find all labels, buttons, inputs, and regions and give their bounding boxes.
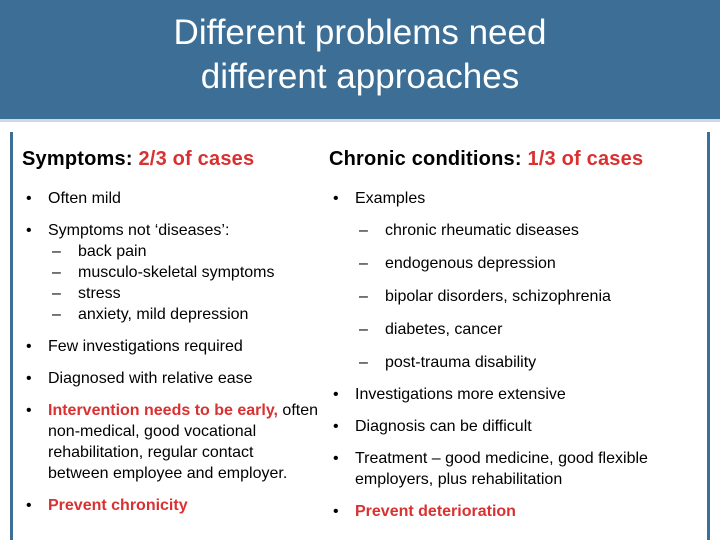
bullet-icon: • [26,338,32,355]
list-item [329,501,705,522]
symptoms-list [22,188,318,516]
chronic-column [329,146,705,522]
bullet-icon: • [333,418,339,435]
symptoms-heading-label: Symptoms: [22,148,133,170]
dash-icon: – [359,354,368,371]
chronic-heading [329,146,705,172]
list-item [329,448,705,490]
sub-list-item-text: stress [78,285,121,302]
symptoms-heading-share: 2/3 of cases [138,148,255,170]
bullet-icon: • [26,497,32,514]
bullet-icon: • [333,386,339,403]
list-item [329,188,705,373]
list-item-text: Examples [355,190,426,207]
header-divider [0,119,720,122]
title-banner [0,0,720,119]
sub-list-item-text: back pain [78,243,147,260]
list-item-text: Treatment – good medicine, good flexible employers, plus rehabilitation [355,450,648,488]
chronic-list [329,188,705,522]
sub-list-item-text: endogenous depression [385,255,556,272]
right-frame-border [707,132,710,540]
list-item [22,220,318,325]
list-item-text: Symptoms not ‘diseases’: [48,222,230,239]
list-item-emphasis: Intervention needs to be early, [48,402,278,419]
list-item-text: Diagnosis can be difficult [355,418,532,435]
bullet-icon: • [333,503,339,520]
slide-title [174,11,547,109]
sub-list-item [355,286,705,307]
symptoms-sublist [48,241,318,325]
sub-list-item-text: diabetes, cancer [385,321,503,338]
list-item-text: Few investigations required [48,338,243,355]
dash-icon: – [52,306,61,323]
sub-list-item [48,241,318,262]
chronic-heading-share: 1/3 of cases [527,148,644,170]
sub-list-item [355,253,705,274]
sub-list-item [48,262,318,283]
symptoms-column [22,146,318,516]
sub-list-item [48,304,318,325]
sub-list-item [355,220,705,241]
bullet-icon: • [26,402,32,419]
dash-icon: – [359,288,368,305]
sub-list-item-text: musculo-skeletal symptoms [78,264,275,281]
list-item-emphasis: Prevent chronicity [48,497,188,514]
bullet-icon: • [333,450,339,467]
slide-title-line-2: different approaches [200,56,520,96]
left-frame-border [10,132,13,540]
list-item [22,368,318,389]
bullet-icon: • [26,370,32,387]
list-item-text: often non-medical, good vocational rehabilitation, regular contact between employee and employer. [48,402,319,482]
symptoms-heading [22,146,318,172]
list-item [22,336,318,357]
sub-list-item-text: bipolar disorders, schizophrenia [385,288,611,305]
chronic-heading-label: Chronic conditions: [329,148,522,170]
dash-icon: – [359,321,368,338]
sub-list-item-text: post-trauma disability [385,354,537,371]
slide-title-line-1: Different problems need [173,12,547,52]
dash-icon: – [359,222,368,239]
dash-icon: – [52,264,61,281]
sub-list-item [355,319,705,340]
sub-list-item-text: anxiety, mild depression [78,306,249,323]
dash-icon: – [359,255,368,272]
sub-list-item [48,283,318,304]
list-item-text: Investigations more extensive [355,386,566,403]
list-item-emphasis: Prevent deterioration [355,503,516,520]
sub-list-item-text: chronic rheumatic diseases [385,222,579,239]
list-item [22,400,318,484]
list-item [329,384,705,405]
examples-sublist [355,220,705,373]
dash-icon: – [52,285,61,302]
list-item-text: Often mild [48,190,121,207]
list-item [22,188,318,209]
bullet-icon: • [26,222,32,239]
dash-icon: – [52,243,61,260]
sub-list-item [355,352,705,373]
list-item-text: Diagnosed with relative ease [48,370,253,387]
bullet-icon: • [333,190,339,207]
list-item [22,495,318,516]
list-item [329,416,705,437]
bullet-icon: • [26,190,32,207]
